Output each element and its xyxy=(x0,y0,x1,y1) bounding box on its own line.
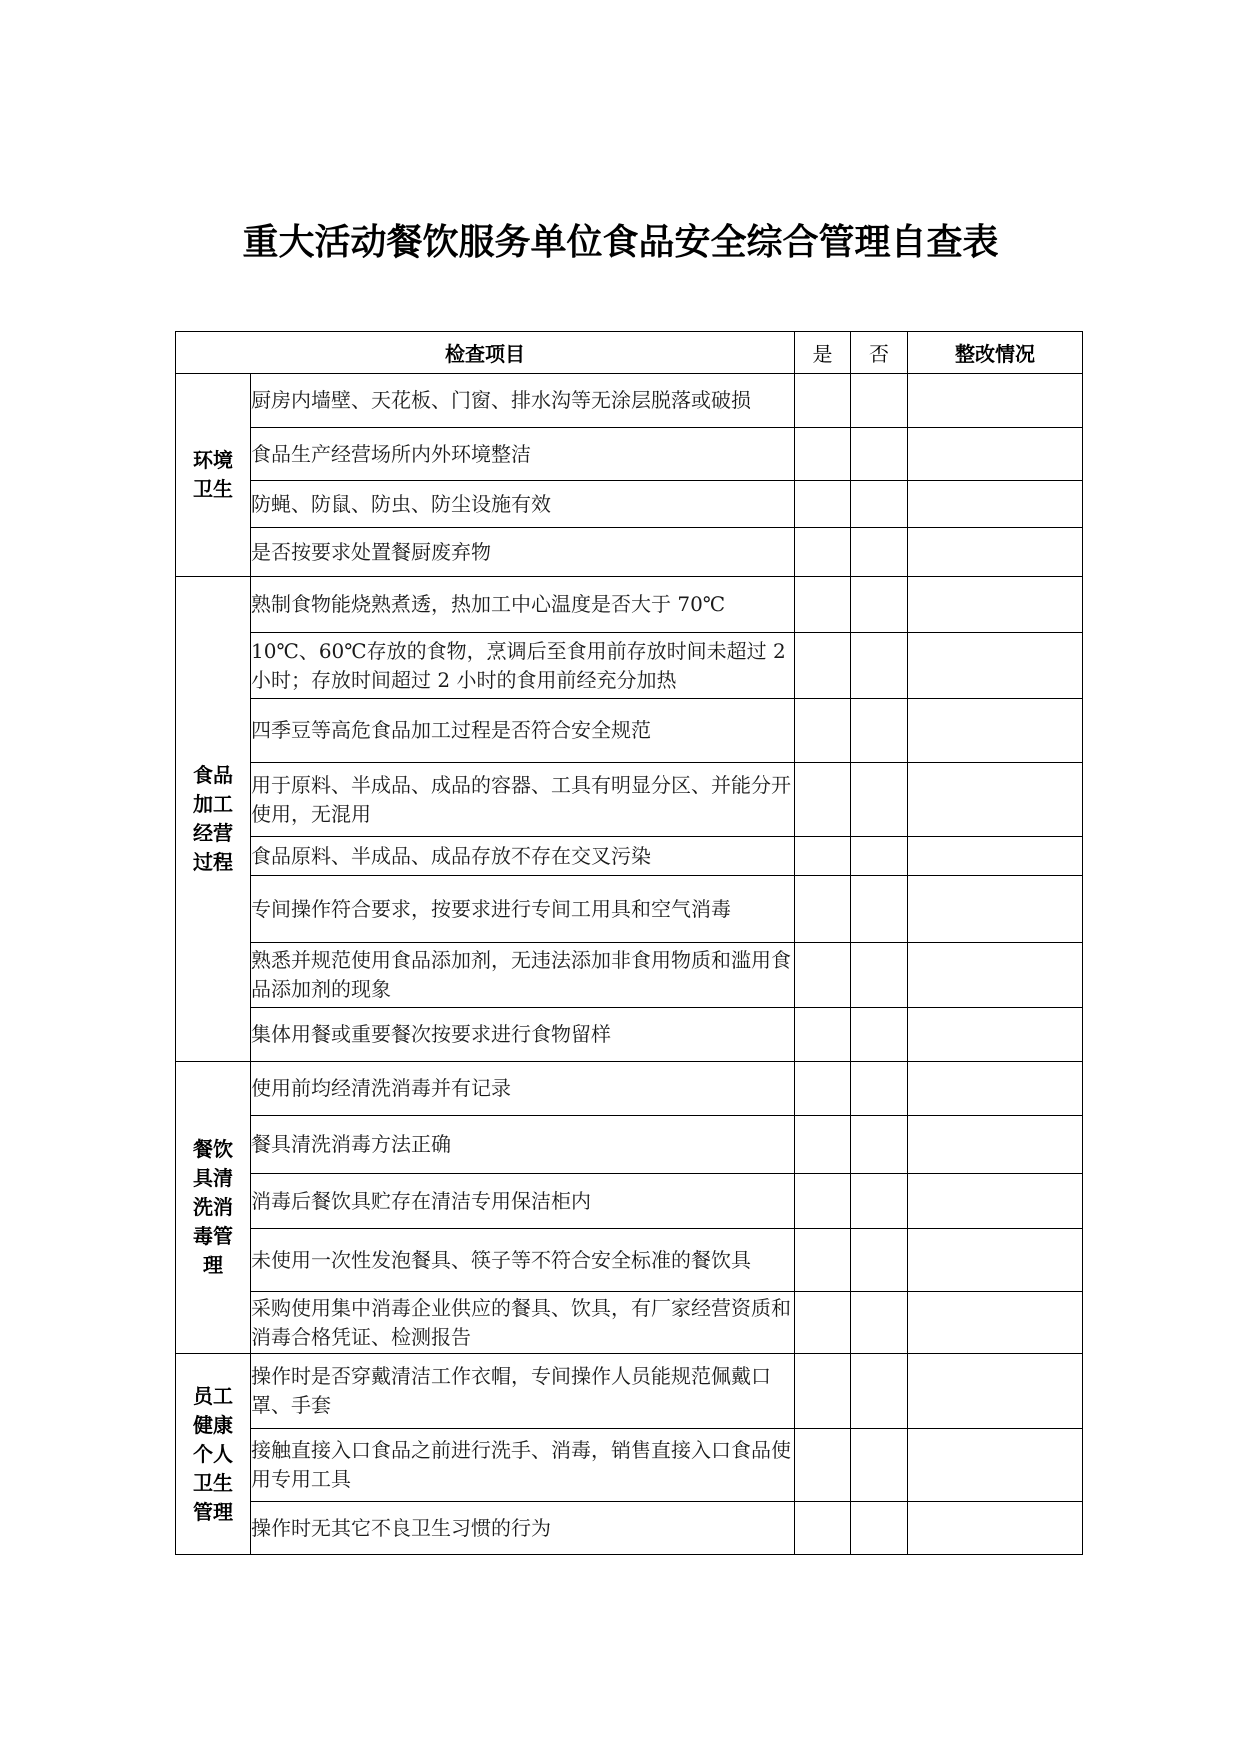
category-cell xyxy=(176,577,251,1062)
yes-cell[interactable] xyxy=(795,577,851,633)
item-text: 熟制食物能烧熟煮透，热加工中心温度是否大于 70℃ xyxy=(251,577,795,633)
table-row xyxy=(176,428,1083,481)
rectification-cell[interactable] xyxy=(908,1292,1083,1354)
self-check-table xyxy=(175,331,1083,1555)
rectification-cell[interactable] xyxy=(908,1354,1083,1429)
table-row xyxy=(176,943,1083,1008)
item-text: 食品生产经营场所内外环境整洁 xyxy=(251,428,795,481)
table-row xyxy=(176,699,1083,763)
table-row xyxy=(176,837,1083,876)
rectification-cell[interactable] xyxy=(908,699,1083,763)
rectification-cell[interactable] xyxy=(908,633,1083,699)
no-cell[interactable] xyxy=(851,481,908,528)
yes-cell[interactable] xyxy=(795,1008,851,1062)
rectification-cell[interactable] xyxy=(908,428,1083,481)
table-row xyxy=(176,633,1083,699)
table-row xyxy=(176,876,1083,943)
table-row xyxy=(176,1354,1083,1429)
rectification-cell[interactable] xyxy=(908,1008,1083,1062)
rectification-cell[interactable] xyxy=(908,876,1083,943)
no-cell[interactable] xyxy=(851,1292,908,1354)
no-cell[interactable] xyxy=(851,428,908,481)
yes-cell[interactable] xyxy=(795,481,851,528)
yes-cell[interactable] xyxy=(795,374,851,428)
yes-cell[interactable] xyxy=(795,428,851,481)
yes-cell[interactable] xyxy=(795,699,851,763)
rectification-cell[interactable] xyxy=(908,528,1083,577)
item-text: 接触直接入口食品之前进行洗手、消毒，销售直接入口食品使用专用工具 xyxy=(251,1429,795,1502)
table-header-row xyxy=(176,332,1083,374)
item-text: 操作时无其它不良卫生习惯的行为 xyxy=(251,1502,795,1555)
rectification-cell[interactable] xyxy=(908,1062,1083,1116)
no-cell[interactable] xyxy=(851,876,908,943)
yes-cell[interactable] xyxy=(795,1229,851,1292)
item-text: 采购使用集中消毒企业供应的餐具、饮具，有厂家经营资质和消毒合格凭证、检测报告 xyxy=(251,1292,795,1354)
yes-cell[interactable] xyxy=(795,1174,851,1229)
table-row xyxy=(176,374,1083,428)
no-cell[interactable] xyxy=(851,763,908,837)
yes-cell[interactable] xyxy=(795,763,851,837)
yes-cell[interactable] xyxy=(795,633,851,699)
item-text: 是否按要求处置餐厨废弃物 xyxy=(251,528,795,577)
rectification-cell[interactable] xyxy=(908,763,1083,837)
table-row xyxy=(176,481,1083,528)
item-text: 10℃、60℃存放的食物，烹调后至食用前存放时间未超过 2 小时；存放时间超过 2 小时的食用前经充分加热 xyxy=(251,633,795,699)
document-title: 重大活动餐饮服务单位食品安全综合管理自查表 xyxy=(242,222,999,263)
header-item: 检查项目 xyxy=(176,332,795,374)
category-cell xyxy=(176,374,251,577)
item-text: 操作时是否穿戴清洁工作衣帽，专间操作人员能规范佩戴口罩、手套 xyxy=(251,1354,795,1429)
no-cell[interactable] xyxy=(851,1116,908,1174)
category-label: 员工健康个人卫生管理 xyxy=(193,1383,233,1524)
table-row xyxy=(176,577,1083,633)
item-text: 防蝇、防鼠、防虫、防尘设施有效 xyxy=(251,481,795,528)
item-text: 四季豆等高危食品加工过程是否符合安全规范 xyxy=(251,699,795,763)
table-row xyxy=(176,1429,1083,1502)
no-cell[interactable] xyxy=(851,1429,908,1502)
table-row xyxy=(176,1174,1083,1229)
yes-cell[interactable] xyxy=(795,1062,851,1116)
yes-cell[interactable] xyxy=(795,1116,851,1174)
item-text: 消毒后餐饮具贮存在清洁专用保洁柜内 xyxy=(251,1174,795,1229)
item-text: 未使用一次性发泡餐具、筷子等不符合安全标准的餐饮具 xyxy=(251,1229,795,1292)
no-cell[interactable] xyxy=(851,633,908,699)
rectification-cell[interactable] xyxy=(908,1229,1083,1292)
no-cell[interactable] xyxy=(851,1354,908,1429)
item-text: 专间操作符合要求，按要求进行专间工用具和空气消毒 xyxy=(251,876,795,943)
no-cell[interactable] xyxy=(851,837,908,876)
rectification-cell[interactable] xyxy=(908,374,1083,428)
no-cell[interactable] xyxy=(851,1229,908,1292)
item-text: 用于原料、半成品、成品的容器、工具有明显分区、并能分开使用，无混用 xyxy=(251,763,795,837)
table-row xyxy=(176,1116,1083,1174)
item-text: 厨房内墙壁、天花板、门窗、排水沟等无涂层脱落或破损 xyxy=(251,374,795,428)
no-cell[interactable] xyxy=(851,943,908,1008)
yes-cell[interactable] xyxy=(795,876,851,943)
no-cell[interactable] xyxy=(851,1502,908,1555)
no-cell[interactable] xyxy=(851,1174,908,1229)
no-cell[interactable] xyxy=(851,1008,908,1062)
no-cell[interactable] xyxy=(851,374,908,428)
rectification-cell[interactable] xyxy=(908,481,1083,528)
header-rectification: 整改情况 xyxy=(908,332,1083,374)
table-row xyxy=(176,1502,1083,1555)
yes-cell[interactable] xyxy=(795,1429,851,1502)
category-label: 环境卫生 xyxy=(193,448,233,501)
rectification-cell[interactable] xyxy=(908,1429,1083,1502)
item-text: 集体用餐或重要餐次按要求进行食物留样 xyxy=(251,1008,795,1062)
table-row xyxy=(176,1292,1083,1354)
no-cell[interactable] xyxy=(851,1062,908,1116)
header-yes: 是 xyxy=(795,332,851,374)
table-row xyxy=(176,763,1083,837)
rectification-cell[interactable] xyxy=(908,1116,1083,1174)
table-row xyxy=(176,1062,1083,1116)
table-row xyxy=(176,1229,1083,1292)
rectification-cell[interactable] xyxy=(908,577,1083,633)
yes-cell[interactable] xyxy=(795,1502,851,1555)
category-label: 餐饮具清洗消毒管理 xyxy=(193,1137,233,1277)
item-text: 熟悉并规范使用食品添加剂，无违法添加非食用物质和滥用食品添加剂的现象 xyxy=(251,943,795,1008)
item-text: 使用前均经清洗消毒并有记录 xyxy=(251,1062,795,1116)
yes-cell[interactable] xyxy=(795,528,851,577)
category-label: 食品加工经营过程 xyxy=(193,763,233,874)
no-cell[interactable] xyxy=(851,528,908,577)
no-cell[interactable] xyxy=(851,699,908,763)
rectification-cell[interactable] xyxy=(908,1174,1083,1229)
rectification-cell[interactable] xyxy=(908,1502,1083,1555)
yes-cell[interactable] xyxy=(795,943,851,1008)
category-cell xyxy=(176,1354,251,1555)
no-cell[interactable] xyxy=(851,577,908,633)
item-text: 餐具清洗消毒方法正确 xyxy=(251,1116,795,1174)
header-no: 否 xyxy=(851,332,908,374)
category-cell xyxy=(176,1062,251,1354)
yes-cell[interactable] xyxy=(795,1292,851,1354)
table-row xyxy=(176,528,1083,577)
table-row xyxy=(176,1008,1083,1062)
item-text: 食品原料、半成品、成品存放不存在交叉污染 xyxy=(251,837,795,876)
yes-cell[interactable] xyxy=(795,837,851,876)
rectification-cell[interactable] xyxy=(908,943,1083,1008)
rectification-cell[interactable] xyxy=(908,837,1083,876)
yes-cell[interactable] xyxy=(795,1354,851,1429)
